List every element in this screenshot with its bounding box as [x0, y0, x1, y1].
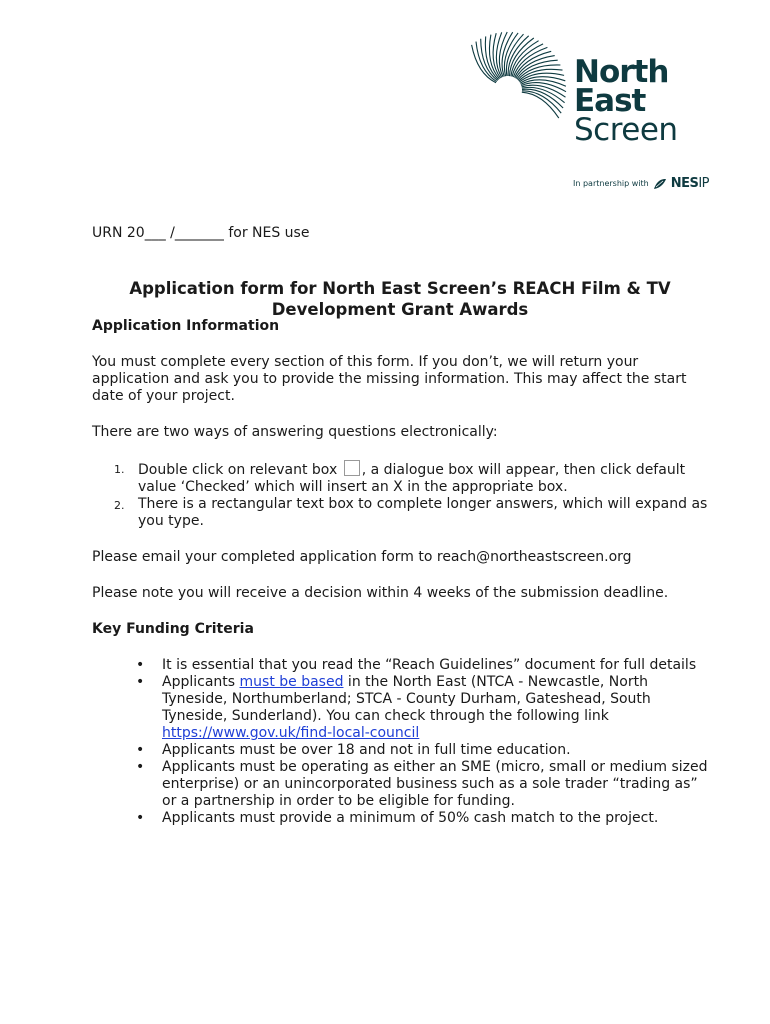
form-content: [92, 318, 712, 827]
must-be-based-link[interactable]: must be based: [239, 674, 344, 690]
list-item: • Applicants must be based in the North East (NTCA - Newcastle, North Tyneside, Northumberland; STCA - County Durham, Gateshead, South Tyneside, Sunderland). You can check through the following link https://www.gov.uk/find-local-council: [136, 674, 651, 741]
key-funding-criteria-heading: Key Funding Criteria: [92, 621, 254, 637]
list-item: • Applicants must provide a minimum of 50% cash match to the project.: [136, 810, 659, 826]
list-item: • It is essential that you read the “Reach Guidelines” document for full details: [136, 657, 697, 673]
intro-paragraph: You must complete every section of this form. If you don’t, we will return your application and ask you to provide the missing information. This may affect the start date of your project.: [92, 354, 687, 404]
logo-ray: [472, 45, 496, 83]
logo-line-screen: Screen: [574, 112, 678, 148]
north-east-screen-logo: [430, 28, 720, 158]
list-item: 1. Double click on relevant box , a dialogue box will appear, then click default value ‘Checked’ which will insert an X in the appropriate box.: [114, 462, 686, 495]
logo-ray: [520, 73, 565, 82]
instruction-steps: [92, 460, 712, 530]
partner-credit: [573, 176, 709, 191]
list-item: • Applicants must be operating as either an SME (micro, small or medium sized enterprise) or an unincorporated business such as a sole trader “trading as” or a partnership in order to be eligible for funding.: [136, 759, 708, 809]
sunburst-logo-icon: [430, 28, 580, 158]
list-item: • Applicants must be over 18 and not in full time education.: [136, 742, 571, 758]
application-info-heading: Application Information: [92, 318, 280, 334]
logo-ray: [522, 91, 561, 113]
logo-wordmark: [574, 54, 678, 148]
partner-text: In partnership with: [573, 179, 649, 188]
logo-ray: [519, 69, 563, 81]
ways-paragraph: There are two ways of answering questions electronically:: [92, 424, 498, 440]
example-checkbox[interactable]: [344, 460, 360, 476]
decision-paragraph: Please note you will receive a decision within 4 weeks of the submission deadline.: [92, 585, 669, 601]
urn-line: URN 20___ /_______ for NES use: [92, 225, 310, 241]
find-local-council-link[interactable]: https://www.gov.uk/find-local-council: [162, 725, 420, 741]
criteria-list: [92, 657, 712, 827]
nesip-leaf-icon: [653, 178, 667, 190]
logo-line-north: North: [574, 54, 669, 90]
page-title: Application form for North East Screen’s REACH Film & TV Development Grant Awards: [129, 279, 671, 319]
logo-line-east: East: [574, 83, 646, 119]
email-paragraph: Please email your completed application form to reach@northeastscreen.org: [92, 549, 632, 565]
partner-brand: NESIP: [670, 176, 710, 191]
list-item: 2. There is a rectangular text box to complete longer answers, which will expand as you type.: [114, 496, 708, 529]
